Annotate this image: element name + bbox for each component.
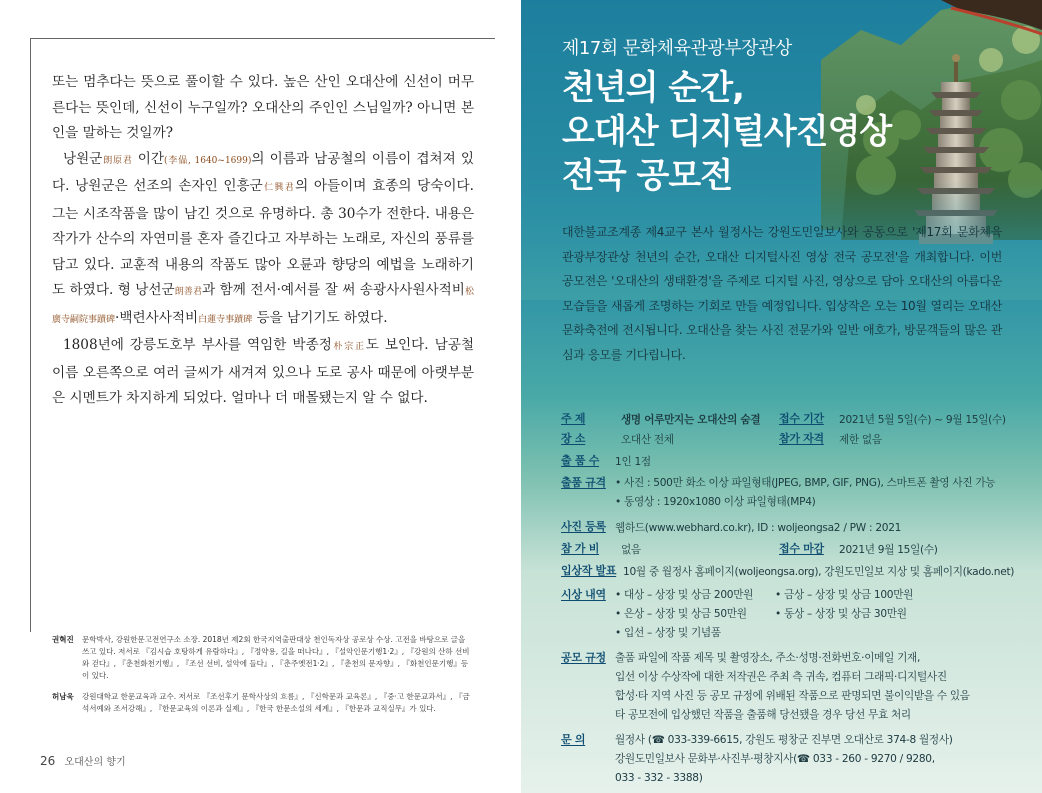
hanja-annotation: 松廣寺嗣院事蹟碑 xyxy=(52,287,474,325)
paragraph-text: ·백련사사적비 xyxy=(115,309,199,326)
deadline-label: 접수 마감 xyxy=(779,542,824,555)
headline-line: 전국 공모전 xyxy=(562,156,733,196)
paragraph-text: 1808년에 강릉도호부 부사를 역임한 박종정 xyxy=(63,337,332,353)
prize-item: • 대상 – 상장 및 상금 200만원 xyxy=(615,589,754,601)
info-row xyxy=(561,731,1021,788)
period-label: 접수 기간 xyxy=(779,412,824,425)
eligibility-label: 참가 자격 xyxy=(779,432,824,445)
hanja-annotation: 朴宗正 xyxy=(331,342,366,352)
author-bio: 문학박사, 강원한문고전연구소 소장. 2018년 제2회 한국지역출판대상 천인독자상 공로상 수상. 고전을 바탕으로 글을 쓰고 있다. 저서로 『김시습 호탕하게 유람하다』, 『정약용, 길을 떠나다』, 『설악인문기행1·2』, 『강원의 산하 선비와 걷다』, 『춘천화천기행』, 『조선 선비, 설악에 들다』, 『춘주옛전1·2』, 『춘천의 문자향』, 『화천인문기행』등이 있다. xyxy=(82,635,470,680)
paragraph-text: 의 아들이며 효종의 당숙이다. 그는 시조작품을 많이 남긴 것으로 유명하다. 총 30수가 전한다. 내용은 작가가 산수의 자연미를 혼자 즐긴다고 자부하는 노래로, 자신의 풍류를 담고 있다. 교훈적 내용의 작품도 많아 오륜과 향당의 예법을 노래하기도 하였다. 형 낭선군 xyxy=(52,178,474,298)
intro-paragraph: 대한불교조계종 제4교구 본사 월정사는 강원도민일보사와 공동으로 '제17회 문화체육관광부장관상 천년의 순간, 오대산 디지털사진 영상 전국 공모전'을 개최합니다. 이번 공모전은 '오대산의 생태환경'을 주제로 디지털 사진, 영상으로 담아 오대산의 아름다운 모습들을 새롭게 조명하는 기회로 만들 예정입니다. 입상작은 오는 10월 열리는 오대산 문화축전에 전시됩니다. 오대산을 찾는 사진 전문가와 일반 애호가, 방문객들의 많은 관심과 응모를 기다립니다. xyxy=(562,225,1002,362)
info-row xyxy=(561,474,1021,512)
info-row xyxy=(561,586,1021,643)
info-row xyxy=(561,430,1021,450)
rule-line: 입선 이상 수상작에 대한 저작권은 주최 측 귀속, 컴퓨터 그래픽·디지털사진 xyxy=(615,671,947,683)
hanja-annotation: 仁興君 xyxy=(262,183,296,193)
contest-info-table xyxy=(561,410,1021,788)
rules-list xyxy=(615,649,1021,725)
count-value: 1인 1점 xyxy=(615,456,651,468)
info-row xyxy=(561,452,1021,472)
paragraph-text: 의 이름과 남공철의 이름이 겹쳐져 있다. 낭원군은 선조의 손자인 인흥군 xyxy=(52,150,474,194)
prize-item: • 동상 – 상장 및 상금 30만원 xyxy=(775,608,907,620)
contact-list xyxy=(615,731,1021,788)
frame-top-rule xyxy=(30,38,495,39)
prize-label: 시상 내역 xyxy=(561,588,606,601)
contact-line: 월정사 (☎ 033-339-6615, 강원도 평창군 진부면 오대산로 374-8 월정사) xyxy=(615,734,953,746)
spec-item: • 사진 : 500만 화소 이상 파일형태(JPEG, BMP, GIF, PNG), 스마트폰 촬영 사진 가능 xyxy=(615,477,996,489)
author-name: 허남욱 xyxy=(52,692,74,701)
hanja-annotation: 白蓮寺事蹟碑 xyxy=(198,314,253,325)
author-bio: 강원대학교 한문교육과 교수. 저서로 『조선후기 문학사상의 흐름』, 『신학문과 교육론』, 『중·고 한문교과서』, 『금석서예와 조서강해』, 『한문교육의 이론과 실제』, 『한국 한문소설의 세계』, 『한문과 교직실무』가 있다. xyxy=(82,692,470,713)
prize-item: • 금상 – 상장 및 상금 100만원 xyxy=(775,589,914,601)
article-body xyxy=(52,70,474,412)
info-row xyxy=(561,540,1021,560)
magazine-name: 오대산의 향기 xyxy=(64,757,126,768)
rule-line: 출품 파일에 작품 제목 및 촬영장소, 주소·성명·전화번호·이메일 기재, xyxy=(615,652,921,664)
fee-label: 참 가 비 xyxy=(561,542,600,555)
place-value: 오대산 전체 xyxy=(621,434,674,446)
paragraph-text: 도 보인다. 남공철 이름 오른쪽으로 여러 글씨가 새겨져 있으나 도로 공사 때문에 아랫부분은 시멘트가 차지하게 되었다. 얼마나 더 매몰됐는지 알 수 없다. xyxy=(52,337,474,406)
award-kicker: 제17회 문화체육관광부장관상 xyxy=(562,38,792,59)
contact-line: 033 - 332 - 3388) xyxy=(615,772,703,784)
headline-line: 천년의 순간, xyxy=(562,68,744,108)
right-page xyxy=(521,0,1042,793)
paragraph-text: 과 함께 전서·예서를 잘 써 송광사사원사적비 xyxy=(202,282,465,298)
rule-line: 타 공모전에 입상했던 작품을 출품해 당선됐을 경우 당선 무효 처리 xyxy=(615,709,911,721)
hanja-annotation: 朗原君 xyxy=(102,155,133,166)
rules-label: 공모 규정 xyxy=(561,651,606,664)
place-label: 장 소 xyxy=(561,432,586,445)
fee-value: 없음 xyxy=(621,544,641,556)
paragraph-text: 또는 멈추다는 뜻으로 풀이할 수 있다. 높은 산인 오대산에 신선이 머무른다는 뜻인데, 신선이 누구일까? 오대산의 주인인 스님일까? 아니면 본인을 말하는 것일까? xyxy=(52,74,474,141)
page-footer xyxy=(40,753,126,768)
paragraph-text: 낭원군 xyxy=(63,150,103,167)
author-name: 권혁진 xyxy=(52,635,74,644)
headline-line: 오대산 디지털사진영상 xyxy=(562,112,892,152)
announce-label: 입상작 발표 xyxy=(561,564,617,577)
spec-item: • 동영상 : 1920x1080 이상 파일형태(MP4) xyxy=(615,496,816,508)
deadline-value: 2021년 9월 15일(수) xyxy=(839,544,938,556)
info-row xyxy=(561,649,1021,725)
spec-list xyxy=(615,474,1021,512)
period-value: 2021년 5월 5일(수) ~ 9월 15일(수) xyxy=(839,414,1006,426)
theme-value: 생명 어루만지는 오대산의 숨결 xyxy=(621,414,761,426)
poster-headline xyxy=(562,66,891,198)
prize-item: • 은상 – 상장 및 상금 50만원 xyxy=(615,608,747,620)
prize-list xyxy=(615,586,1021,643)
announce-value: 10월 중 월정사 홈페이지(woljeongsa.org), 강원도민일보 지상 및 홈페이지(kado.net) xyxy=(623,566,1015,578)
theme-label: 주 제 xyxy=(561,412,586,425)
eligibility-value: 제한 없음 xyxy=(839,434,882,446)
contact-label: 문 의 xyxy=(561,733,586,746)
article-paragraph xyxy=(52,333,474,412)
info-row xyxy=(561,562,1021,582)
upload-label: 사진 등록 xyxy=(561,520,606,533)
spec-label: 출품 규격 xyxy=(561,476,606,489)
upload-value: 웹하드(www.webhard.co.kr), ID : woljeongsa2 / PW : 2021 xyxy=(615,522,902,534)
rule-line: 합성·타 지역 사진 등 공모 규정에 위배된 작품으로 판명되면 불이익받을 수 있음 xyxy=(615,690,970,702)
author-note xyxy=(52,691,474,715)
paragraph-text: 등을 남기기도 하였다. xyxy=(252,309,388,326)
article-paragraph xyxy=(52,70,474,147)
contact-line: 강원도민일보사 문화부·사진부·평창지사(☎ 033 - 260 - 9270 / 9280, xyxy=(615,753,935,765)
author-notes xyxy=(52,634,474,724)
paragraph-text: 이간 xyxy=(132,150,165,167)
hanja-annotation: (李偘, 1640~1699) xyxy=(164,155,252,166)
info-row xyxy=(561,410,1021,430)
article-paragraph xyxy=(52,147,474,334)
poster-header xyxy=(562,34,891,198)
prize-item: • 입선 – 상장 및 기념품 xyxy=(615,627,721,639)
author-note xyxy=(52,634,474,682)
frame-left-rule xyxy=(30,38,31,632)
hanja-annotation: 朗善君 xyxy=(174,287,203,297)
info-row xyxy=(561,518,1021,538)
page-number: 26 xyxy=(40,754,56,768)
count-label: 출 품 수 xyxy=(561,454,600,467)
